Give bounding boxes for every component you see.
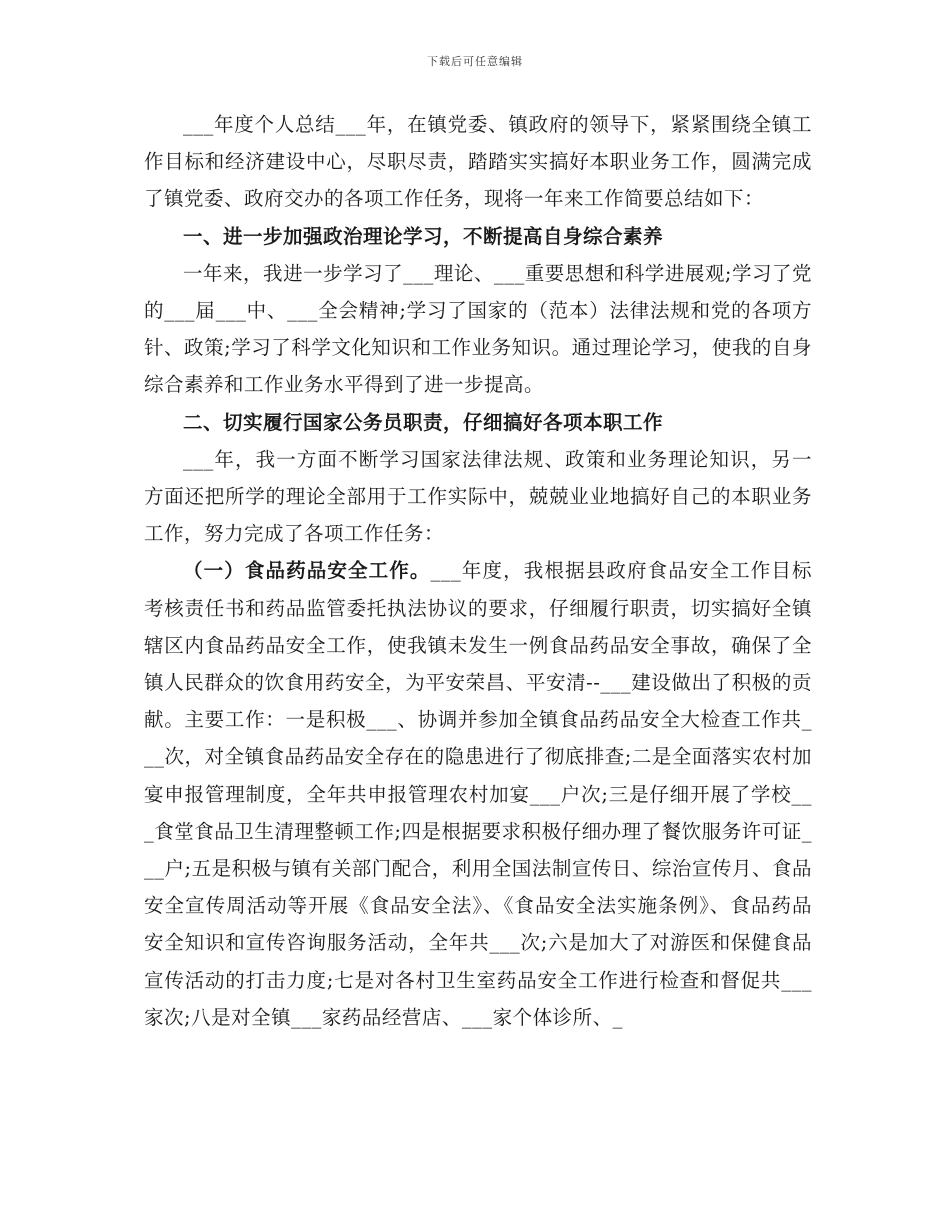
subsection-heading: （一）食品药品安全工作。: [183, 559, 431, 583]
subsection-body: ___年度，我根据县政府食品安全工作目标考核责任书和药品监管委托执法协议的要求，仔细履行职责，切实搞好全镇辖区内食品药品安全工作，使我镇未发生一例食品药品安全事故，确保了全镇人民群众的饮食用药安全，为平安荣昌、平安清--___建设做出了积极的贡献。主要工作：一是积极___、协调并参加全镇食品药品安全大检查工作共___次，对全镇食品药品安全存在的隐患进行了彻底排查;二是全面落实农村加宴申报管理制度，全年共申报管理农村加宴___户次;三是仔细开展了学校___食堂食品卫生清理整顿工作;四是根据要求积极仔细办理了餐饮服务许可证___户;五是积极与镇有关部门配合，利用全国法制宣传日、综治宣传月、食品安全宣传周活动等开展《食品安全法》、《食品安全法实施条例》、食品药品安全知识和宣传咨询服务活动，全年共___次;六是加大了对游医和保健食品宣传活动的打击力度;七是对各村卫生室药品安全工作进行检查和督促共___家次;八是对全镇___家药品经营店、___家个体诊所、_: [144, 559, 812, 1029]
section-heading-1: 一、进一步加强政治理论学习，不断提高自身综合素养: [183, 224, 664, 248]
document-body: [144, 106, 812, 1036]
section-1-paragraph: 一年来，我进一步学习了___理论、___重要思想和科学进展观;学习了党的___届___中、___全会精神;学习了国家的（范本）法律法规和党的各项方针、政策;学习了科学文化知识和工作业务知识。通过理论学习，使我的自身综合素养和工作业务水平得到了进一步提高。: [144, 261, 812, 397]
intro-paragraph: ___年度个人总结___年，在镇党委、镇政府的领导下，紧紧围绕全镇工作目标和经济建设中心，尽职尽责，踏踏实实搞好本职业务工作，圆满完成了镇党委、政府交办的各项工作任务，现将一年来工作简要总结如下：: [144, 113, 812, 211]
food-drug-safety-paragraph: [144, 552, 812, 1036]
section-2-paragraph: ___年，我一方面不断学习国家法律法规、政策和业务理论知识，另一方面还把所学的理论全部用于工作实际中，兢兢业业地搞好自己的本职业务工作，努力完成了各项工作任务：: [144, 447, 812, 546]
page-header: 下载后可任意编辑: [427, 55, 523, 68]
section-heading-2: 二、切实履行国家公务员职责，仔细搞好各项本职工作: [183, 410, 664, 434]
